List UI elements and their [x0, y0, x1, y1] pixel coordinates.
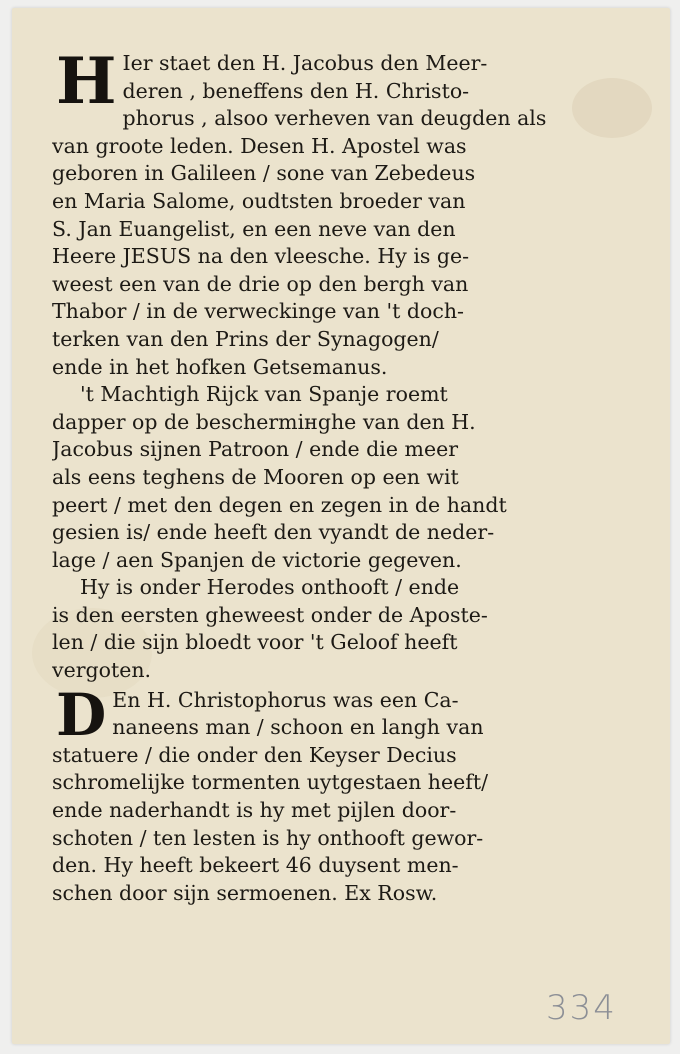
text-line: lage / aen Spanjen de victorie gegeven. — [52, 547, 462, 572]
text-line: den. Hy heeft bekeert 46 duysent men- — [52, 853, 459, 878]
text-line: En H. Christophorus was een Ca- — [112, 687, 459, 712]
paragraph-christophorus — [52, 680, 592, 908]
text-line: Jacobus sijnen Patroon / ende die meer — [52, 437, 459, 462]
text-line: vergoten. — [52, 658, 152, 683]
text-line: len / die sijn bloedt voor 't Geloof heeft — [52, 630, 458, 655]
text-line: gesien is/ ende heeft den vyandt de neder- — [52, 520, 495, 545]
text-line: Hy is onder Herodes onthooft / ende — [80, 575, 460, 600]
text-line: deren , beneffens den H. Christo- — [122, 78, 470, 103]
text-line: als eens teghens de Mooren op een wit — [52, 464, 459, 489]
drop-cap-h: H — [56, 44, 117, 119]
paragraph-spain — [52, 381, 592, 574]
text-line: van groote leden. Desen H. Apostel was — [52, 133, 467, 158]
text-line: terken van den Prins der Synagogen/ — [52, 326, 439, 351]
text-line: ende naderhandt is hy met pijlen door- — [52, 798, 457, 823]
paragraph-jacobus-intro — [52, 44, 592, 381]
text-line: dapper op de beschermінghe van den H. — [52, 409, 476, 434]
text-block — [52, 44, 592, 907]
text-line: ende in het hofken Getsemanus. — [52, 354, 388, 379]
text-line: statuere / die onder den Keyser Decius — [52, 742, 457, 767]
text-line: phorus , alsoo verheven van deugden als — [122, 106, 547, 131]
text-line: Heere JESUS na den vleesche. Hy is ge- — [52, 244, 470, 269]
paragraph-herodes — [52, 574, 592, 684]
text-line: peert / met den degen en zegen in de handt — [52, 492, 507, 517]
text-line: schoten / ten lesten is hy onthooft gewor- — [52, 825, 484, 850]
text-line: weest een van de drie op den bergh van — [52, 271, 469, 296]
text-line: naneens man / schoon en langh van — [112, 715, 484, 740]
text-line: S. Jan Euangelist, en een neve van den — [52, 216, 456, 241]
text-line: schromelijke tormenten uytgestaen heeft/ — [52, 770, 489, 795]
text-line: Thabor / in de verweckinge van 't doch- — [52, 299, 464, 324]
drop-cap-d: D — [56, 680, 107, 749]
text-line: en Maria Salome, oudtsten broeder van — [52, 188, 466, 213]
text-line: Ier staet den H. Jacobus den Meer- — [122, 51, 488, 75]
text-line: schen door sijn sermoenen. Ex Rosw. — [52, 880, 438, 905]
handwritten-page-number: 334 — [546, 988, 617, 1028]
text-line: 't Machtigh Rijck van Spanje roemt — [80, 382, 448, 407]
text-line: is den eersten gheweest onder de Apostе- — [52, 602, 488, 627]
text-line: geboren in Galileen / sone van Zebedeus — [52, 161, 476, 186]
